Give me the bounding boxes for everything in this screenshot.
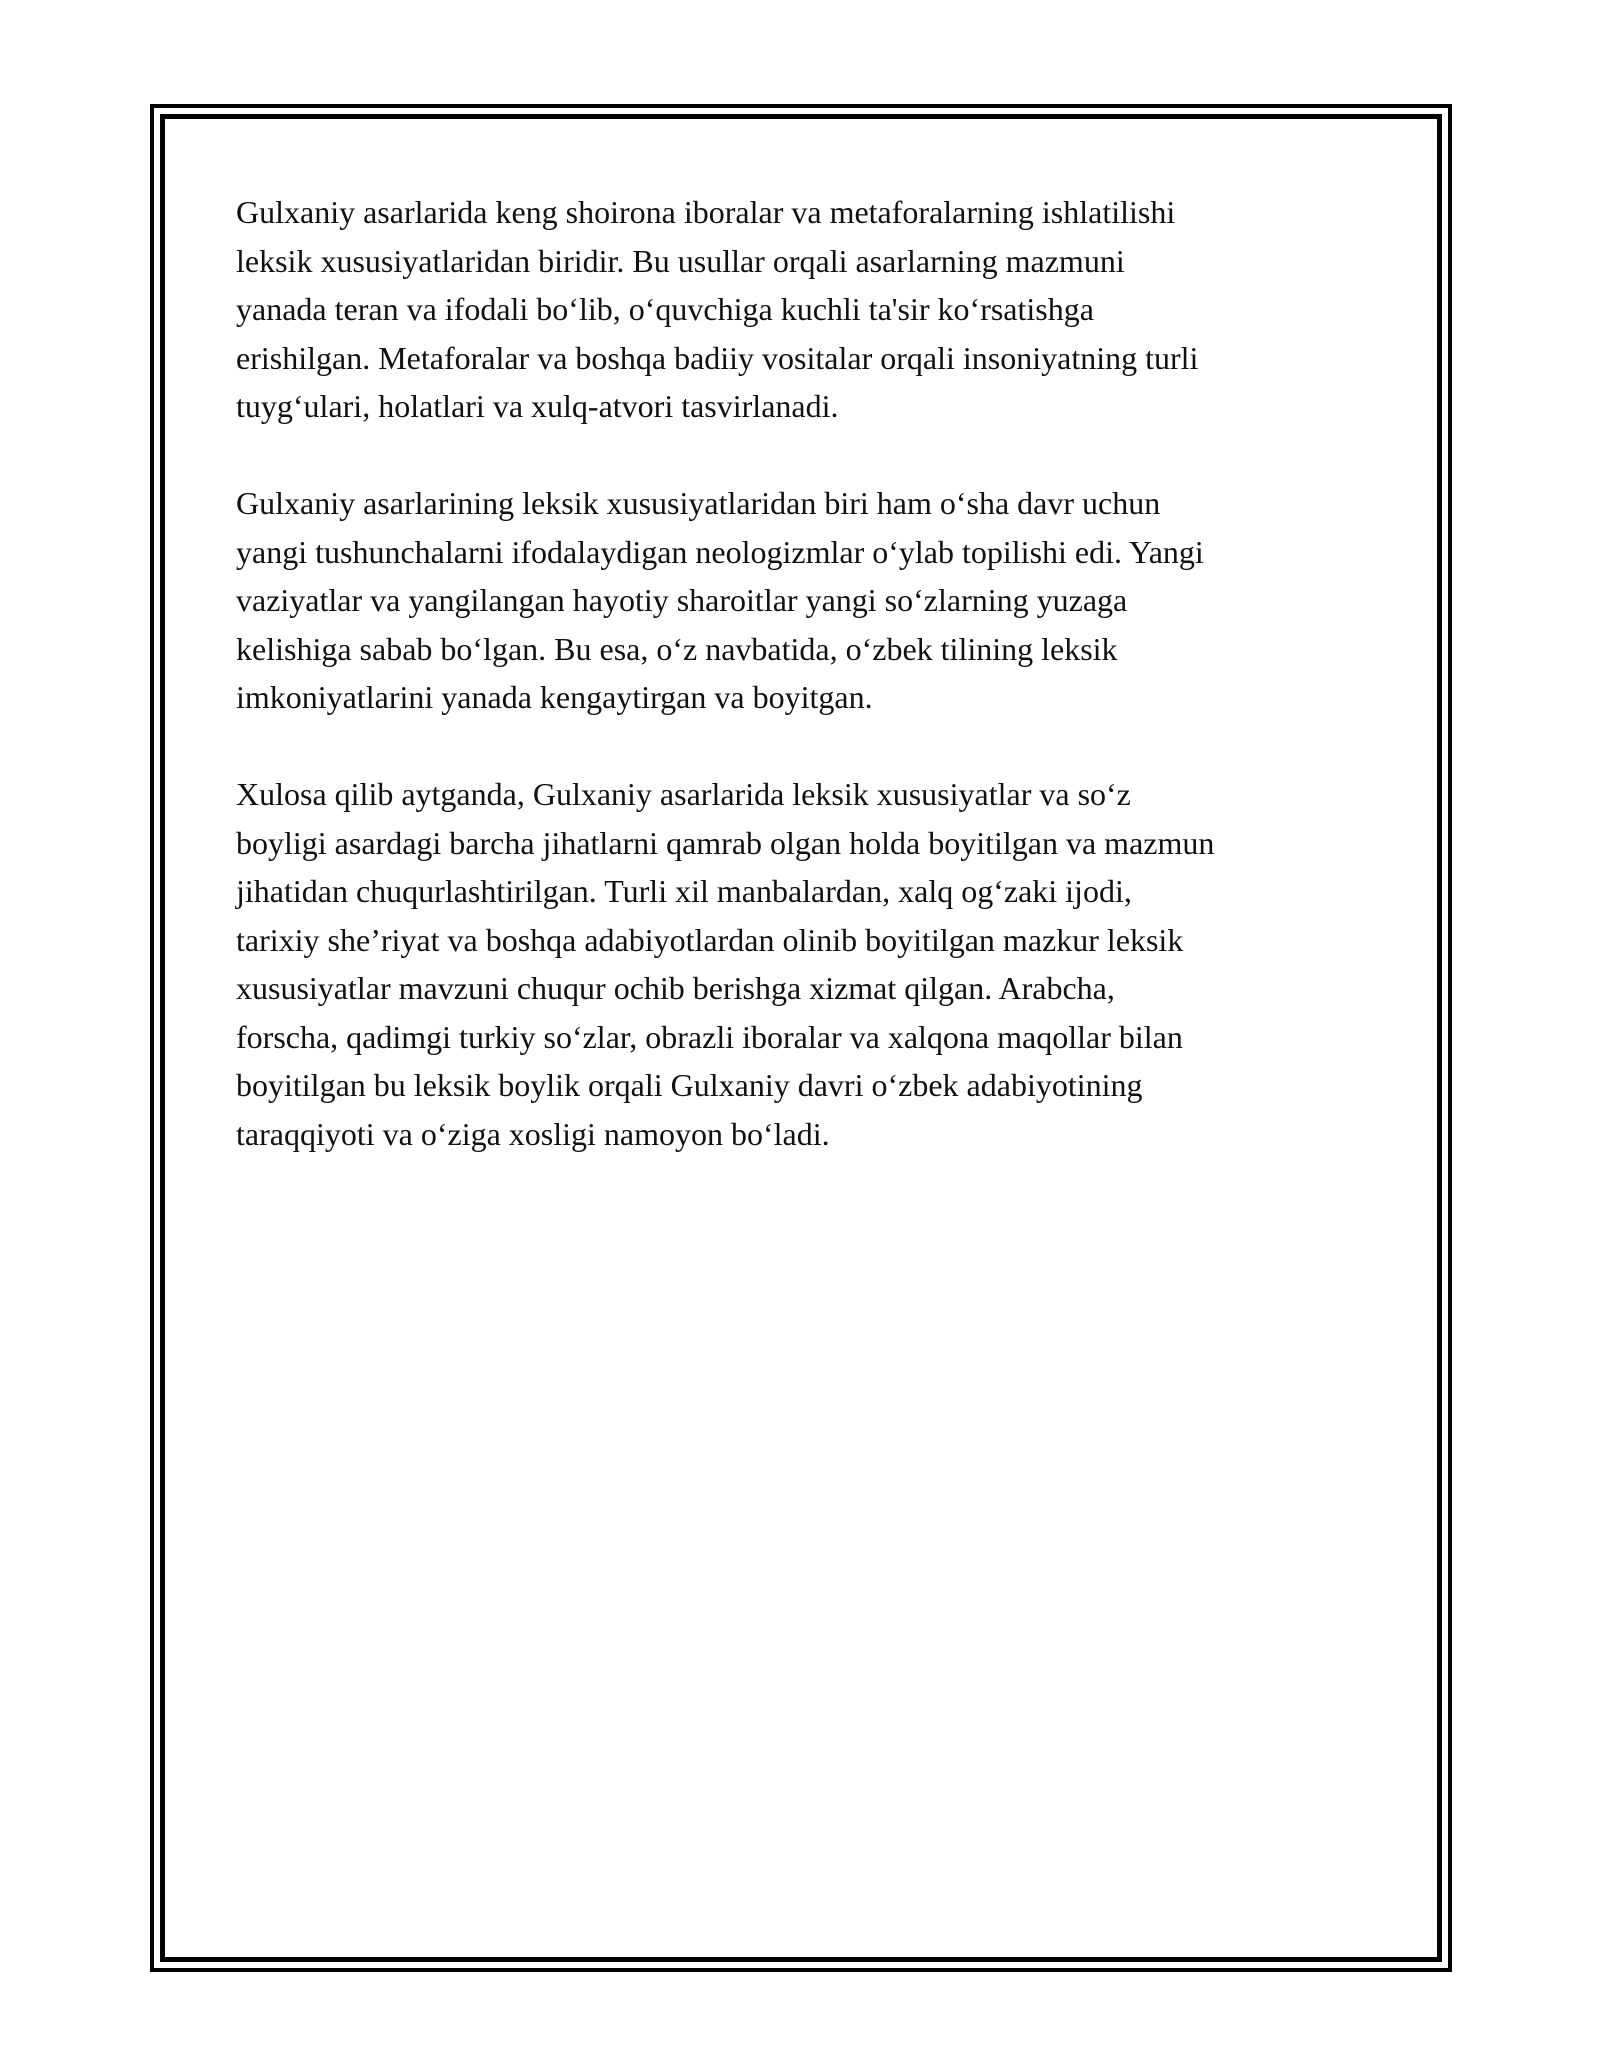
text-line: yangi tushunchalarni ifodalaydigan neologizmlar o‘ylab topilishi edi. Yangi — [236, 533, 1204, 570]
text-line: leksik xususiyatlaridan biridir. Bu usullar orqali asarlarning mazmuni — [236, 242, 1125, 279]
paragraph-1 — [236, 188, 1386, 431]
text-line: jihatidan chuqurlashtirilgan. Turli xil manbalardan, xalq og‘zaki ijodi, — [236, 873, 1132, 909]
text-line: forscha, qadimgi turkiy so‘zlar, obrazli iboralar va xalqona maqollar bilan — [236, 1018, 1183, 1055]
text-line: yanada teran va ifodali bo‘lib, o‘quvchiga kuchli ta'sir ko‘rsatishga — [236, 291, 1094, 327]
text-line: kelishiga sabab bo‘lgan. Bu esa, o‘z navbatida, o‘zbek tilining leksik — [236, 630, 1118, 667]
text-line: Xulosa qilib aytganda, Gulxaniy asarlarida leksik xususiyatlar va so‘z — [236, 776, 1131, 812]
text-line: xususiyatlar mavzuni chuqur ochib berishga xizmat qilgan. Arabcha, — [236, 970, 1115, 1006]
text-line: Gulxaniy asarlarida keng shoirona iboralar va metaforalarning ishlatilishi — [236, 194, 1176, 230]
text-line: tarixiy she’riyat va boshqa adabiyotlardan olinib boyitilgan mazkur leksik — [236, 921, 1184, 958]
text-line: tuyg‘ulari, holatlari va xulq-atvori tasvirlanadi. — [236, 388, 839, 424]
text-line: boyligi asardagi barcha jihatlarni qamrab olgan holda boyitilgan va mazmun — [236, 824, 1215, 861]
text-line: taraqqiyoti va o‘ziga xosligi namoyon bo‘ladi. — [236, 1115, 830, 1152]
paragraph-3 — [236, 770, 1386, 1158]
text-line: imkoniyatlarini yanada kengaytirgan va boyitgan. — [236, 679, 873, 715]
text-line: erishilgan. Metaforalar va boshqa badiiy vositalar orqali insoniyatning turli — [236, 339, 1199, 376]
text-line: Gulxaniy asarlarining leksik xususiyatlaridan biri ham o‘sha davr uchun — [236, 485, 1161, 521]
document-body — [236, 188, 1386, 1207]
paragraph-2 — [236, 479, 1386, 722]
text-line: vaziyatlar va yangilangan hayotiy sharoitlar yangi so‘zlarning yuzaga — [236, 582, 1128, 618]
text-line: boyitilgan bu leksik boylik orqali Gulxaniy davri o‘zbek adabiyotining — [236, 1067, 1143, 1103]
